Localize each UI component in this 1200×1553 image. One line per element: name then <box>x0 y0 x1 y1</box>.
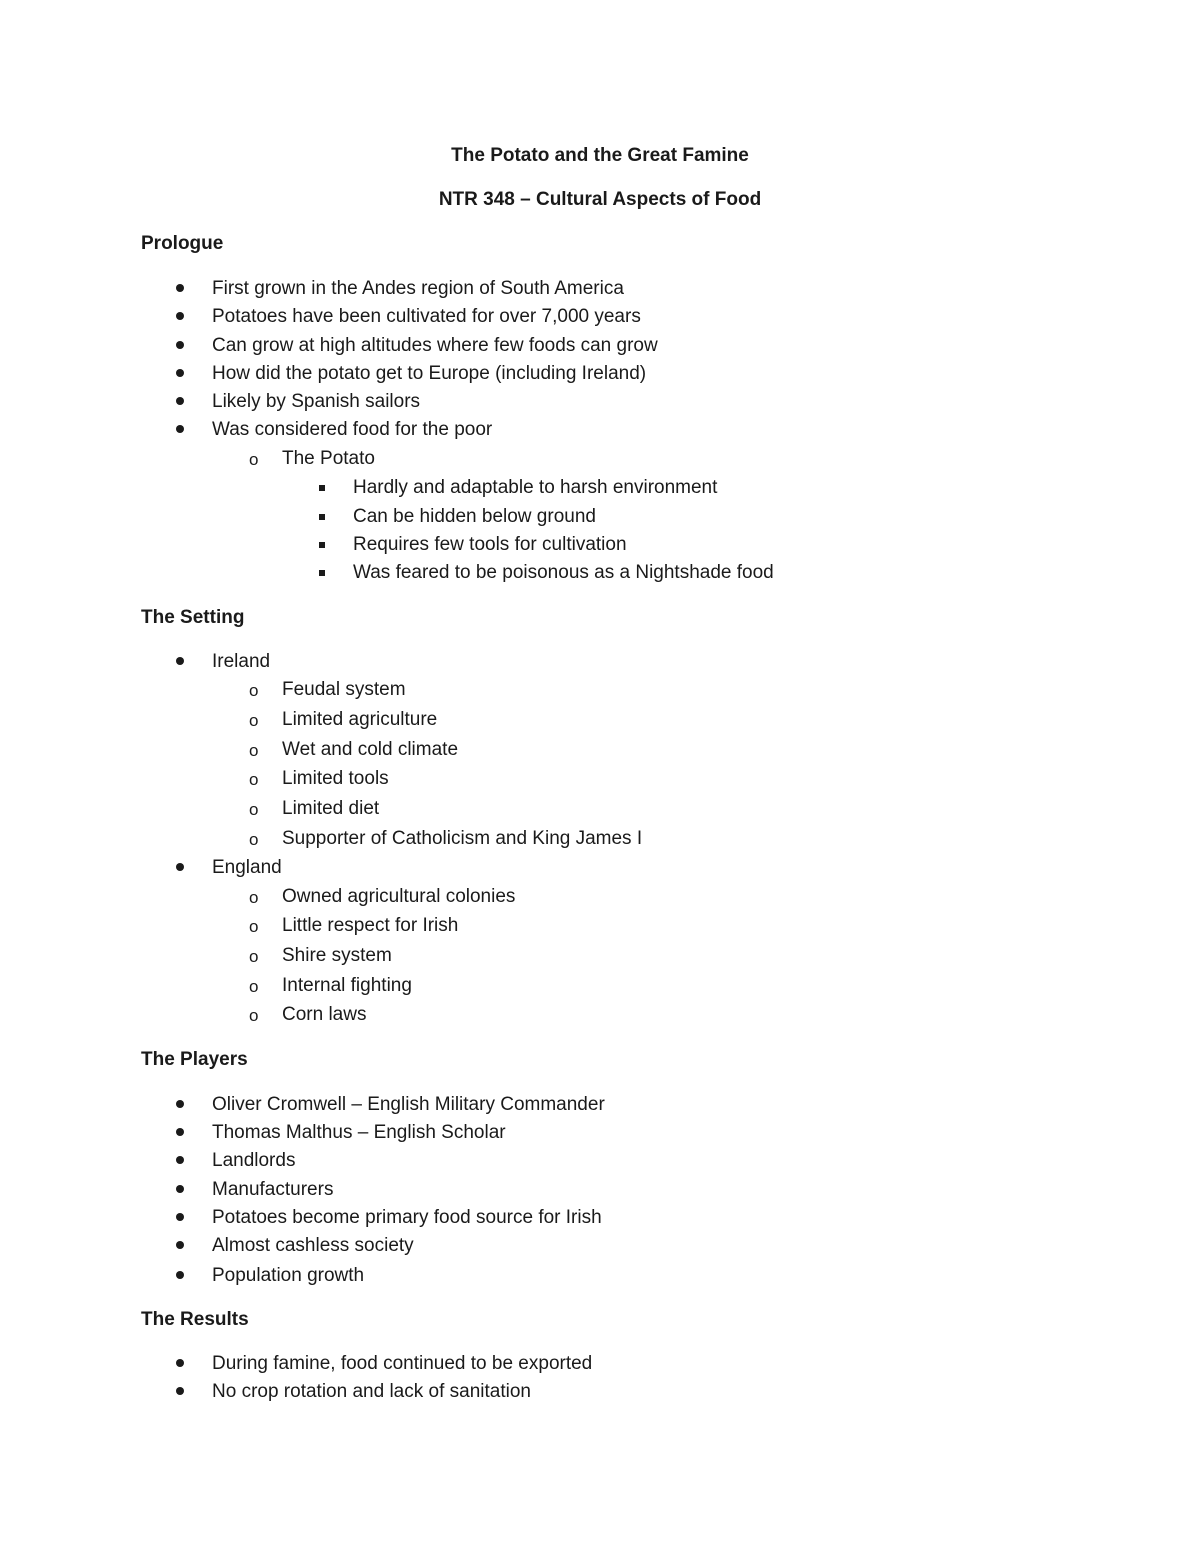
square-bullet-icon <box>319 542 325 548</box>
circle-bullet-icon: o <box>249 711 259 730</box>
bullet-icon <box>176 1128 184 1136</box>
bullet-icon <box>176 863 184 871</box>
list-item: Was considered food for the poor <box>212 419 493 440</box>
square-bullet-icon <box>319 514 325 520</box>
list-item: Thomas Malthus – English Scholar <box>212 1122 506 1143</box>
sub-list-item: Wet and cold climate <box>282 739 459 760</box>
list-item: Population growth <box>212 1265 365 1286</box>
list-item: Oliver Cromwell – English Military Commander <box>212 1094 605 1115</box>
circle-bullet-icon: o <box>249 770 259 789</box>
sub-list-item: Limited agriculture <box>282 709 438 730</box>
list-item: Ireland <box>212 651 271 672</box>
list-item: Landlords <box>212 1150 296 1171</box>
section-heading-prologue: Prologue <box>141 233 224 254</box>
sub-list-item: Supporter of Catholicism and King James I <box>282 828 643 849</box>
list-item: Can grow at high altitudes where few foods can grow <box>212 335 658 356</box>
sub-list-item: Internal fighting <box>282 975 412 996</box>
list-item: Likely by Spanish sailors <box>212 391 421 412</box>
section-heading-results: The Results <box>141 1309 249 1330</box>
sub-list-item: Limited diet <box>282 798 380 819</box>
list-item: Almost cashless society <box>212 1235 414 1256</box>
list-item: How did the potato get to Europe (including Ireland) <box>212 363 647 384</box>
sub-list-item: The Potato <box>282 448 375 469</box>
bullet-icon <box>176 369 184 377</box>
list-item: First grown in the Andes region of South America <box>212 278 624 299</box>
bullet-icon <box>176 1359 184 1367</box>
circle-bullet-icon: o <box>249 947 259 966</box>
square-bullet-icon <box>319 485 325 491</box>
circle-bullet-icon: o <box>249 917 259 936</box>
list-item: During famine, food continued to be exported <box>212 1353 593 1374</box>
bullet-icon <box>176 284 184 292</box>
circle-bullet-icon: o <box>249 450 259 469</box>
sub-sub-list-item: Was feared to be poisonous as a Nightshade food <box>353 562 774 583</box>
list-item: Manufacturers <box>212 1179 334 1200</box>
bullet-icon <box>176 1271 184 1279</box>
bullet-icon <box>176 312 184 320</box>
circle-bullet-icon: o <box>249 741 259 760</box>
circle-bullet-icon: o <box>249 977 259 996</box>
sub-list-item: Little respect for Irish <box>282 915 459 936</box>
sub-list-item: Shire system <box>282 945 392 966</box>
bullet-icon <box>176 1156 184 1164</box>
bullet-icon <box>176 425 184 433</box>
list-item: Potatoes have been cultivated for over 7,000 years <box>212 306 641 327</box>
bullet-icon <box>176 1213 184 1221</box>
bullet-icon <box>176 1100 184 1108</box>
list-item: Potatoes become primary food source for Irish <box>212 1207 602 1228</box>
bullet-icon <box>176 1387 184 1395</box>
circle-bullet-icon: o <box>249 681 259 700</box>
sub-sub-list-item: Hardly and adaptable to harsh environment <box>353 477 718 498</box>
circle-bullet-icon: o <box>249 830 259 849</box>
sub-list-item: Feudal system <box>282 679 406 700</box>
document-title: The Potato and the Great Famine <box>451 145 749 166</box>
bullet-icon <box>176 657 184 665</box>
circle-bullet-icon: o <box>249 888 259 907</box>
circle-bullet-icon: o <box>249 1006 259 1025</box>
bullet-icon <box>176 397 184 405</box>
list-item: England <box>212 857 282 878</box>
bullet-icon <box>176 1241 184 1249</box>
bullet-icon <box>176 341 184 349</box>
document-subtitle: NTR 348 – Cultural Aspects of Food <box>438 189 762 210</box>
sub-list-item: Corn laws <box>282 1004 367 1025</box>
section-heading-setting: The Setting <box>141 607 245 628</box>
circle-bullet-icon: o <box>249 800 259 819</box>
list-item: No crop rotation and lack of sanitation <box>212 1381 531 1402</box>
square-bullet-icon <box>319 570 325 576</box>
sub-sub-list-item: Requires few tools for cultivation <box>353 534 627 555</box>
sub-list-item: Owned agricultural colonies <box>282 886 516 907</box>
bullet-icon <box>176 1185 184 1193</box>
sub-list-item: Limited tools <box>282 768 389 789</box>
section-heading-players: The Players <box>141 1049 248 1070</box>
sub-sub-list-item: Can be hidden below ground <box>353 506 596 527</box>
